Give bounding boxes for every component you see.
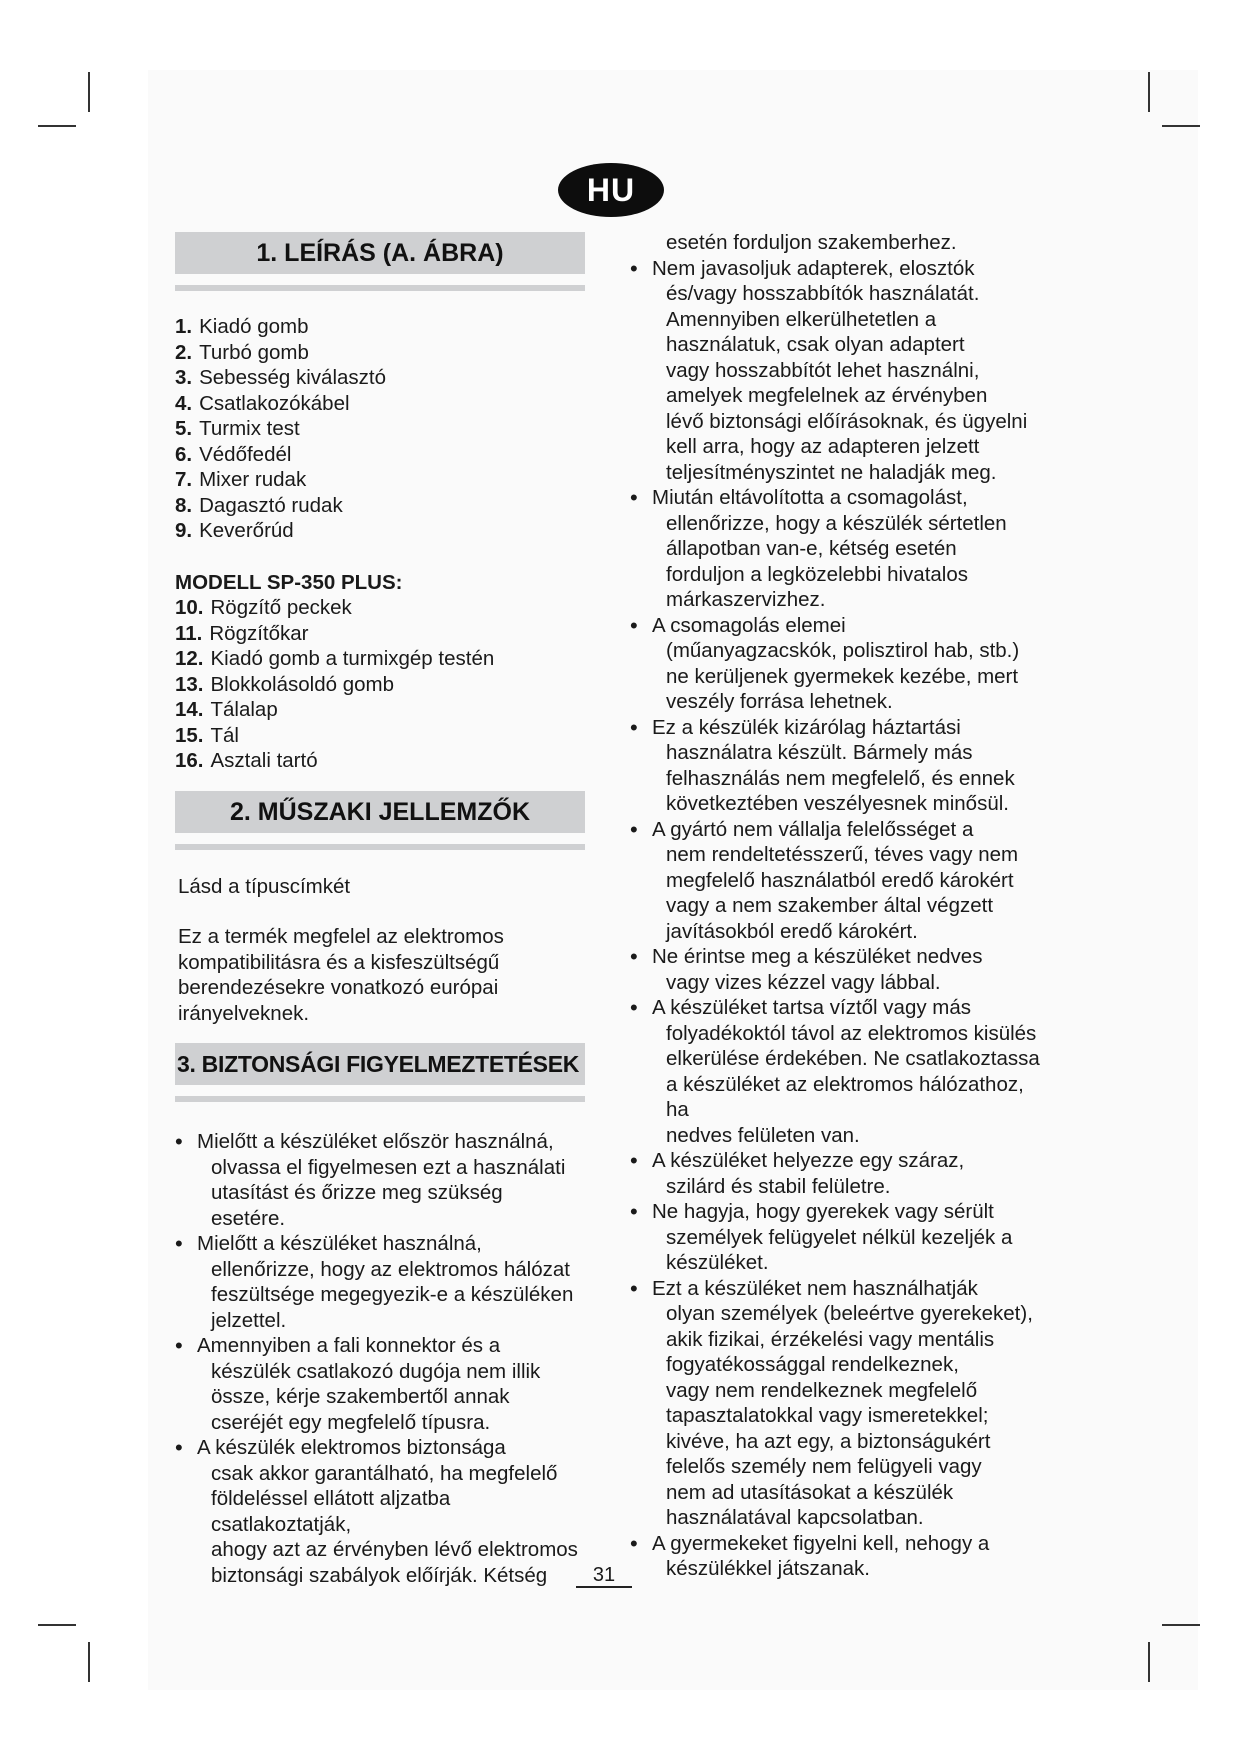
warning-line: • Amennyiben a fali konnektor és a [197, 1334, 501, 1357]
warning-line: nem rendeltetésszerű, téves vagy nem [666, 843, 1019, 866]
warning-line: teljesítményszintet ne haladják meg. [666, 460, 997, 484]
list-item [175, 314, 585, 340]
crop-mark [1148, 1642, 1150, 1682]
warning-line: veszély forrása lehetnek. [666, 690, 893, 713]
item-number: 5. [175, 417, 193, 440]
compliance-paragraph [175, 924, 585, 1026]
warning-line: személyek felügyelet nélkül kezeljék a [666, 1225, 1013, 1249]
warning-line: • Ezt a készüléket nem használhatják [652, 1276, 978, 1300]
warning-item [630, 944, 1050, 995]
item-label: Keverőrúd [199, 519, 294, 542]
warning-item [630, 715, 1050, 817]
warning-item [630, 613, 1050, 715]
warning-item [630, 1276, 1050, 1531]
warning-line: vagy hosszabbítót lehet használni, [666, 358, 980, 382]
warning-line: • Ne érintse meg a készüléket nedves [652, 945, 983, 968]
warning-line: vagy nem rendelkeznek megfelelő [666, 1378, 978, 1402]
safety-warnings-right [630, 230, 1050, 1582]
list-item [175, 416, 585, 442]
section-divider [175, 844, 585, 850]
warning-line: vagy a nem szakember által végzett [666, 894, 994, 917]
left-column [175, 232, 585, 1588]
item-label: Tál [210, 723, 239, 747]
warning-line: feszültsége megegyezik-e a készüléken [211, 1283, 574, 1306]
continuation-line: esetén forduljon szakemberhez. [666, 231, 957, 254]
warning-line: • Mielőtt a készüléket először használná, [197, 1130, 554, 1153]
warning-line: kivéve, ha azt egy, a biztonságukért [666, 1429, 991, 1453]
warning-item [630, 256, 1050, 486]
warning-line: • Mielőtt a készüléket használná, [197, 1232, 482, 1255]
item-number: 13. [175, 672, 204, 696]
item-number: 7. [175, 468, 193, 491]
item-number: 16. [175, 749, 204, 772]
warning-line: olyan személyek (beleértve gyerekeket), [666, 1302, 1033, 1325]
warning-line: esetére. [211, 1206, 286, 1230]
warning-item [630, 995, 1050, 1148]
warning-line: jelzettel. [211, 1308, 287, 1332]
warning-line: • A gyártó nem vállalja felelősséget a [652, 817, 974, 841]
list-item [175, 697, 585, 723]
parts-list [175, 314, 585, 544]
item-label: Védőfedél [199, 442, 292, 466]
warning-item [175, 1333, 585, 1435]
list-item [175, 518, 585, 544]
warning-line: és/vagy hosszabbítók használatát. [666, 282, 980, 305]
section-divider [175, 1096, 585, 1102]
crop-mark [88, 1642, 90, 1682]
paragraph-line: irányelveknek. [178, 1001, 310, 1025]
list-item [175, 467, 585, 493]
warning-line: • Ez a készülék kizárólag háztartási [652, 715, 961, 739]
warning-line: tapasztalatokkal vagy ismeretekkel; [666, 1404, 989, 1427]
item-label: Turbó gomb [199, 340, 309, 364]
item-number: 15. [175, 723, 204, 747]
list-item [175, 621, 585, 647]
item-number: 14. [175, 698, 204, 721]
warning-line: javításokból eredő károkért. [666, 919, 918, 943]
warning-item [630, 817, 1050, 945]
warning-line: kell arra, hogy az adapteren jelzett [666, 435, 980, 458]
warning-line: • A készüléket tartsa víztől vagy más [652, 996, 972, 1019]
warning-line: folyadékoktól távol az elektromos kisülés [666, 1021, 1037, 1045]
warning-line: vagy vizes kézzel vagy lábbal. [666, 970, 941, 994]
warning-line: össze, kérje szakembertől annak [211, 1385, 510, 1408]
warning-item [175, 1435, 585, 1588]
item-number: 8. [175, 493, 193, 517]
section-2-title: 2. MŰSZAKI JELLEMZŐK [175, 791, 585, 833]
warning-line: készülékkel játszanak. [666, 1557, 870, 1580]
warning-line: • Miután eltávolította a csomagolást, [652, 486, 968, 509]
item-label: Rögzítőkar [209, 621, 309, 645]
warning-item [175, 1129, 585, 1231]
item-label: Kiadó gomb a turmixgép testén [210, 647, 495, 670]
list-item [175, 723, 585, 749]
list-item [175, 365, 585, 391]
warning-line: fogyatékossággal rendelkeznek, [666, 1353, 959, 1376]
warning-line: Amennyiben elkerülhetetlen a [666, 307, 937, 331]
item-label: Dagasztó rudak [199, 493, 343, 517]
warning-line: felelős személy nem felügyeli vagy [666, 1455, 982, 1478]
warning-item [175, 1231, 585, 1333]
list-item [175, 672, 585, 698]
warning-item [630, 1148, 1050, 1199]
warning-item [630, 1531, 1050, 1582]
item-label: Asztali tartó [210, 749, 318, 772]
warning-line: ahogy azt az érvényben lévő elektromos [211, 1538, 578, 1561]
warning-line: szilárd és stabil felületre. [666, 1174, 891, 1198]
language-badge: HU [558, 163, 664, 217]
item-number: 6. [175, 442, 193, 466]
warning-line: nem ad utasításokat a készülék [666, 1480, 954, 1504]
warning-line: ne kerüljenek gyermekek kezébe, mert [666, 664, 1019, 688]
item-number: 10. [175, 596, 204, 619]
warning-line: megfelelő használatból eredő károkért [666, 868, 1014, 892]
warning-line: akik fizikai, érzékelési vagy mentális [666, 1327, 995, 1351]
crop-mark [88, 72, 90, 112]
warning-line: használatra készült. Bármely más [666, 741, 973, 764]
warning-line: lévő biztonsági előírásoknak, és ügyelni [666, 409, 1028, 433]
crop-mark [1162, 125, 1200, 127]
warning-line: ellenőrizze, hogy a készülék sértetlen [666, 511, 1007, 535]
item-number: 3. [175, 366, 193, 389]
list-item [175, 442, 585, 468]
warning-line: • Nem javasoljuk adapterek, elosztók [652, 256, 975, 280]
warning-line: készülék csatlakozó dugója nem illik [211, 1359, 541, 1383]
crop-mark [38, 125, 76, 127]
item-label: Blokkolásoldó gomb [210, 672, 394, 696]
warning-item [630, 485, 1050, 613]
item-label: Sebesség kiválasztó [199, 366, 386, 389]
page-number: 31 [576, 1564, 632, 1588]
warning-line: használatuk, csak olyan adaptert [666, 333, 965, 356]
warning-line: következtében veszélyesnek minősül. [666, 792, 1009, 815]
warning-line: ellenőrizze, hogy az elektromos hálózat [211, 1257, 570, 1281]
item-number: 12. [175, 647, 204, 670]
warning-line: • A csomagolás elemei [652, 613, 846, 637]
item-label: Tálalap [210, 698, 278, 721]
warning-line: olvassa el figyelmesen ezt a használati [211, 1155, 566, 1179]
warning-line: elkerülése érdekében. Ne csatlakoztassa [666, 1047, 1040, 1070]
warning-line: használatával kapcsolatban. [666, 1506, 924, 1529]
warning-line: • A készülék elektromos biztonsága [197, 1436, 506, 1459]
item-number: 1. [175, 315, 193, 338]
item-number: 11. [175, 621, 203, 645]
item-number: 2. [175, 340, 193, 364]
type-label-note: Lásd a típuscímkét [178, 874, 351, 898]
list-item [175, 493, 585, 519]
list-item [175, 340, 585, 366]
item-number: 4. [175, 391, 193, 415]
crop-mark [1162, 1624, 1200, 1626]
paragraph-line: Ez a termék megfelel az elektromos [178, 925, 504, 948]
paragraph-line: kompatibilitásra és a kisfeszültségű [178, 950, 500, 974]
paragraph-line: berendezésekre vonatkozó európai [178, 976, 499, 999]
section-divider [175, 285, 585, 291]
warning-line: • Ne hagyja, hogy gyerekek vagy sérült [652, 1200, 994, 1223]
item-label: Rögzítő peckek [210, 596, 352, 619]
crop-mark [38, 1624, 76, 1626]
warning-line: • A gyermekeket figyelni kell, nehogy a [652, 1531, 990, 1555]
warning-line: • A készüléket helyezze egy száraz, [652, 1149, 965, 1172]
warning-line: cseréjét egy megfelelő típusra. [211, 1410, 491, 1434]
warning-line: amelyek megfelelnek az érvényben [666, 384, 988, 407]
warning-line: felhasználás nem megfelelő, és ennek [666, 766, 1015, 790]
warning-item [630, 1199, 1050, 1276]
warning-line: forduljon a legközelebbi hivatalos [666, 562, 969, 586]
item-label: Turmix test [199, 417, 300, 440]
model-heading: MODELL SP-350 PLUS: [175, 570, 403, 594]
section-3-title: 3. BIZTONSÁGI FIGYELMEZTETÉSEK [175, 1043, 585, 1085]
item-label: Mixer rudak [199, 468, 307, 491]
warning-line: csak akkor garantálható, ha megfelelő [211, 1461, 558, 1485]
item-label: Kiadó gomb [199, 315, 309, 338]
model-parts-list [175, 595, 585, 774]
warning-line: márkaszervizhez. [666, 588, 826, 611]
crop-mark [1148, 72, 1150, 112]
right-column [630, 230, 1050, 1582]
warning-line: (műanyagzacskók, polisztirol hab, stb.) [666, 639, 1020, 662]
list-item [175, 595, 585, 621]
section-1-title: 1. LEÍRÁS (A. ÁBRA) [175, 232, 585, 274]
warning-line: készüléket. [666, 1251, 769, 1274]
warning-line: nedves felületen van. [666, 1123, 860, 1147]
list-item [175, 391, 585, 417]
list-item [175, 748, 585, 774]
warning-line: földeléssel ellátott aljzatba csatlakoztatják, [211, 1487, 451, 1536]
safety-warnings-left [175, 1129, 585, 1588]
warning-line: állapotban van-e, kétség esetén [666, 537, 957, 560]
item-label: Csatlakozókábel [199, 391, 350, 415]
warning-line: utasítást és őrizze meg szükség [211, 1181, 503, 1204]
warning-line: biztonsági szabályok előírják. Kétség [211, 1563, 548, 1587]
list-item [175, 646, 585, 672]
warning-line: a készüléket az elektromos hálózathoz, ha [666, 1072, 1024, 1121]
item-number: 9. [175, 519, 193, 542]
